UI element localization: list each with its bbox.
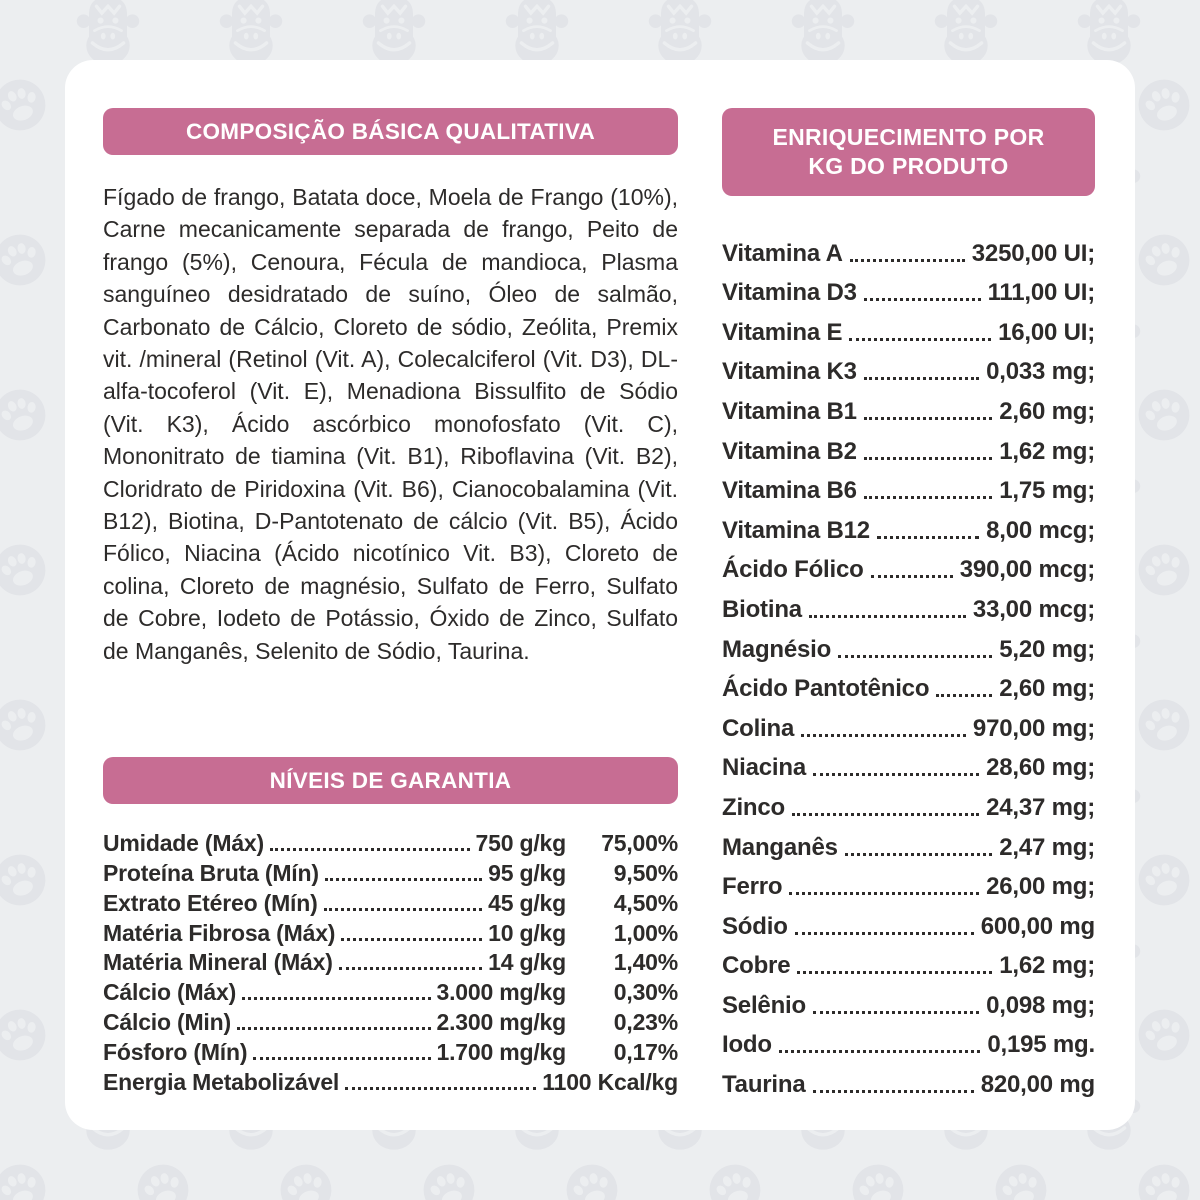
dotted-leader [345,1087,536,1090]
paw-print-icon [271,1155,340,1200]
nutrient-value: 111,00 UI; [987,279,1095,307]
enrichment-row [722,664,1095,704]
nutrient-label: Cobre [722,952,791,980]
enrichment-row [722,545,1095,585]
dotted-leader [813,773,979,776]
enrichment-row [722,1059,1095,1099]
enrichment-row [722,505,1095,545]
nutrient-label: Ferro [722,873,783,901]
dotted-leader [253,1057,430,1060]
paw-print-icon [0,1000,55,1069]
enrichment-row [722,782,1095,822]
dotted-leader [809,615,966,618]
guarantee-row [103,826,678,856]
monkey-face-icon [646,0,714,66]
enrichment-row [722,386,1095,426]
nutrient-percent: 4,50% [613,889,678,916]
nutrient-label: Colina [722,714,795,742]
paw-print-icon [128,1155,197,1200]
nutrient-value: 3.000 mg/kg [436,979,566,1006]
enrichment-row [722,941,1095,981]
nutrient-label: Matéria Mineral (Máx) [103,949,333,976]
paw-print-icon [1129,225,1198,294]
nutrient-value: 1,62 mg; [999,952,1095,980]
guarantee-row [103,975,678,1005]
paw-print-icon [0,380,55,449]
nutrient-percent: 75,00% [601,829,678,856]
enrichment-table [722,228,1095,1099]
nutrient-label: Taurina [722,1071,806,1099]
paw-print-icon [0,225,55,294]
paw-print-icon [0,1155,55,1200]
nutrient-percent: 0,30% [613,979,678,1006]
dotted-leader [864,496,992,499]
enrichment-row [722,466,1095,506]
info-card [65,60,1135,1130]
nutrient-label: Niacina [722,754,806,782]
nutrient-label: Vitamina K3 [722,358,857,386]
paw-print-icon [986,1155,1055,1200]
nutrient-value: 0,195 mg. [987,1031,1095,1059]
nutrient-value: 14 g/kg [488,949,566,976]
dotted-leader [237,1027,431,1030]
paw-print-icon [1129,535,1198,604]
enrichment-row [722,624,1095,664]
nutrient-value: 2,60 mg; [999,675,1095,703]
enrichment-row [722,307,1095,347]
nutrient-label: Sódio [722,912,788,940]
monkey-face-icon [789,0,857,66]
nutrient-label: Vitamina B12 [722,516,870,544]
nutrient-label: Vitamina B2 [722,437,857,465]
guarantee-row [103,856,678,886]
nutrient-value: 33,00 mcg; [972,595,1095,623]
paw-print-icon [414,1155,483,1200]
enrichment-row [722,347,1095,387]
nutrient-value: 0,098 mg; [986,991,1095,1019]
nutrient-label: Selênio [722,991,806,1019]
composition-body-text: Fígado de frango, Batata doce, Moela de Frango (10%), Carne mecanicamente separada de frango, Peito de frango (5%), Cenoura, Fécula de mandioca, Plasma sanguíneo desidratado de suíno, Óleo de salmão, Carbonato de Cálcio, Cloreto de sódio, Zeólita, Premix vit. /mineral (Retinol (Vit. A), Colecalciferol (Vit. D3), DL-alfa-tocoferol (Vit. E), Menadiona Bissulfito de Sódio (Vit. K3), Ácido ascórbico monofosfato (Vit. C), Mononitrato de tiamina (Vit. B1), Riboflavina (Vit. B2), Cloridrato de Piridoxina (Vit. B6), Cianocobalamina (Vit. B12), Biotina, D-Pantotenato de cálcio (Vit. B5), Ácido Fólico, Niacina (Ácido nicotínico Vit. B3), Cloreto de colina, Cloreto de magnésio, Sulfato de Ferro, Sulfato de Cobre, Iodeto de Potássio, Óxido de Zinco, Sulfato de Manganês, Selenito de Sódio, Taurina. [103,184,678,664]
dotted-leader [850,259,965,262]
nutrient-label: Vitamina D3 [722,279,857,307]
nutrient-label: Vitamina A [722,239,843,267]
dotted-leader [792,813,979,816]
dotted-leader [864,298,981,301]
guarantee-levels-table [103,826,678,1095]
nutrient-value: 1.700 mg/kg [436,1039,566,1066]
nutrient-value: 3250,00 UI; [971,239,1095,267]
paw-print-icon [1129,1155,1198,1200]
dotted-leader [339,967,482,970]
monkey-face-icon [503,0,571,66]
dotted-leader [779,1050,981,1053]
dotted-leader [838,655,992,658]
monkey-face-icon [74,0,142,66]
nutrient-value: 10 g/kg [488,919,566,946]
dotted-leader [341,938,482,941]
nutrient-value: 26,00 mg; [986,873,1095,901]
paw-print-icon [0,70,55,139]
monkey-face-icon [1075,0,1143,66]
nutrient-percent: 0,17% [613,1039,678,1066]
nutrient-value: 970,00 mg; [972,714,1095,742]
nutrient-value: 2.300 mg/kg [436,1009,566,1036]
guarantee-row [103,946,678,976]
nutrient-label: Ácido Fólico [722,556,864,584]
dotted-leader [270,848,470,851]
paw-print-icon [1129,380,1198,449]
monkey-face-icon [360,0,428,66]
enrichment-row [722,901,1095,941]
nutrient-value: 16,00 UI; [998,318,1095,346]
dotted-leader [813,1011,979,1014]
enrichment-row [722,426,1095,466]
paw-print-icon [0,845,55,914]
nutrient-percent: 0,23% [613,1009,678,1036]
paw-print-icon [700,1155,769,1200]
paw-print-icon [0,690,55,759]
enrichment-row [722,268,1095,308]
dotted-leader [325,878,482,881]
nutrient-label: Vitamina E [722,318,843,346]
nutrient-label: Extrato Etéreo (Mín) [103,889,318,916]
nutrient-label: Zinco [722,793,785,821]
guarantee-header-text: NÍVEIS DE GARANTIA [269,767,512,793]
nutrient-value: 24,37 mg; [986,793,1095,821]
monkey-face-icon [932,0,1000,66]
nutrient-label: Matéria Fibrosa (Máx) [103,919,336,946]
enrichment-header-line2: KG DO PRODUTO [808,153,1009,179]
nutrient-value: 1,62 mg; [999,437,1095,465]
nutrient-value: 2,60 mg; [999,397,1095,425]
nutrient-value: 95 g/kg [488,859,566,886]
nutrient-label: Manganês [722,833,838,861]
nutrient-percent: 9,50% [613,859,678,886]
nutrient-value: 750 g/kg [475,829,566,856]
nutrient-value: 820,00 mg [980,1071,1095,1099]
nutrient-label: Umidade (Máx) [103,829,264,856]
nutrient-label: Vitamina B1 [722,397,857,425]
nutrient-value: 5,20 mg; [999,635,1095,663]
dotted-leader [864,377,979,380]
dotted-leader [789,892,979,895]
nutrient-label: Energia Metabolizável [103,1069,340,1096]
guarantee-header-banner [103,757,678,804]
monkey-face-icon [217,0,285,66]
composition-header-banner [103,108,678,155]
enrichment-row [722,980,1095,1020]
nutrient-label: Biotina [722,595,802,623]
nutrient-value: 28,60 mg; [986,754,1095,782]
nutrient-label: Cálcio (Máx) [103,979,237,1006]
dotted-leader [849,338,991,341]
nutrient-value: 2,47 mg; [999,833,1095,861]
nutrient-label: Vitamina B6 [722,477,857,505]
paw-print-icon [1129,1000,1198,1069]
guarantee-row [103,916,678,946]
guarantee-row [103,1005,678,1035]
dotted-leader [936,694,992,697]
guarantee-row [103,1035,678,1065]
enrichment-row [722,862,1095,902]
paw-print-icon [1129,70,1198,139]
dotted-leader [813,1090,974,1093]
nutrient-value: 0,033 mg; [986,358,1095,386]
enrichment-header-banner [722,108,1095,196]
dotted-leader [801,734,966,737]
nutrient-label: Proteína Bruta (Mín) [103,859,319,886]
dotted-leader [242,997,430,1000]
enrichment-row [722,703,1095,743]
nutrient-value: 390,00 mcg; [959,556,1095,584]
nutrient-label: Iodo [722,1031,772,1059]
dotted-leader [864,457,992,460]
paw-print-icon [0,535,55,604]
paw-print-icon [557,1155,626,1200]
composition-header-text: COMPOSIÇÃO BÁSICA QUALITATIVA [185,118,596,144]
paw-print-icon [843,1155,912,1200]
dotted-leader [864,417,992,420]
nutrient-label: Fósforo (Mín) [103,1039,248,1066]
enrichment-row [722,743,1095,783]
nutrient-label: Cálcio (Min) [103,1009,231,1036]
nutrient-value: 600,00 mg [980,912,1095,940]
enrichment-row [722,822,1095,862]
nutrient-label: Magnésio [722,635,832,663]
enrichment-row [722,584,1095,624]
paw-print-icon [1129,845,1198,914]
dotted-leader [845,853,992,856]
guarantee-row [103,1065,678,1095]
nutrient-percent: 1,00% [613,919,678,946]
paw-print-icon [1129,690,1198,759]
dotted-leader [877,536,979,539]
nutrient-value: 45 g/kg [488,889,566,916]
guarantee-row [103,886,678,916]
dotted-leader [871,575,953,578]
nutrient-value: 8,00 mcg; [986,516,1095,544]
enrichment-row [722,228,1095,268]
nutrient-value: 1100 Kcal/kg [542,1069,678,1096]
nutrient-value: 1,75 mg; [999,477,1095,505]
dotted-leader [797,971,992,974]
enrichment-header-line1: ENRIQUECIMENTO POR [772,124,1045,150]
nutrient-label: Ácido Pantotênico [722,675,930,703]
dotted-leader [795,932,974,935]
dotted-leader [324,908,483,911]
enrichment-row [722,1020,1095,1060]
nutrient-percent: 1,40% [613,949,678,976]
